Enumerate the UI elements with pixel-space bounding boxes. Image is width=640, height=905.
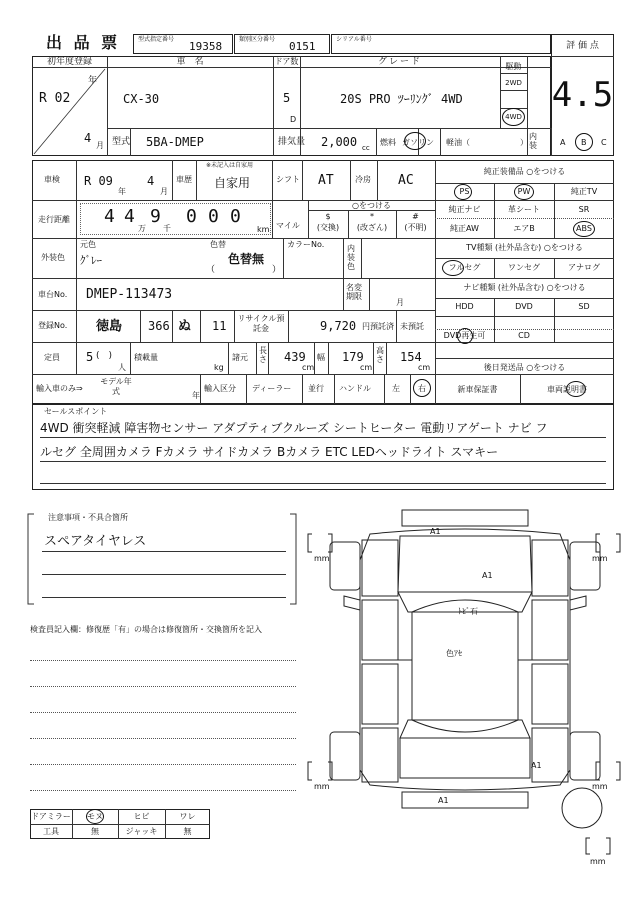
interior-b-circle [575,133,593,151]
equip-ps: PS [459,187,470,196]
inspector-label: 検査員記入欄：修復歴「有」の場合は修復箇所・交換箇所を記入 [30,625,262,634]
model-year-unit: 年 [192,391,200,400]
equip-sr: SR [578,205,590,214]
jack-value: 無 [183,827,192,836]
length-unit: cm [302,363,315,372]
equip-aw: 純正AW [450,224,479,233]
equip-pw-circle [514,184,534,200]
equip-abs: ABS [576,224,592,233]
repaint-paren-close: ） [272,265,282,275]
ship-manual: 車両説明書 [547,385,587,394]
sales-label: セールスポイント [44,407,108,416]
mileage-sen: 千 [163,224,171,233]
light-oil-label: 軽油（ [446,138,470,147]
damage-a1-hood: A1 [482,571,493,580]
tools-value: 無 [91,827,99,836]
repaint-label: 色替 [210,240,226,249]
import-type-label: 輸入区分 [204,384,236,393]
door-type: D [290,115,297,124]
nav-cd: CD [518,331,530,340]
model-year-label: モデル年式 [100,377,132,396]
capacity-paren: ( ) [96,351,113,361]
notes-line-1: スペアタイヤレス [44,534,147,549]
capacity-label: 定員 [44,353,60,362]
width-value: 179 [342,350,364,364]
orig-color-value: ｸﾞﾚｰ [80,254,102,267]
mirror-power-circle [86,809,104,824]
title-change-label: 名変期限 [346,283,362,302]
equip-pw: PW [517,187,531,196]
handle-left: 左 [392,384,400,393]
inspection-era: R 09 [84,174,113,188]
mileage-digit-6: 0 [230,206,241,227]
mileage-digit-1: 4 [104,206,115,227]
mm-label-rl: mm [314,782,330,791]
tv-head: TV種類 (社外品含む) ○をつける [466,243,583,252]
swap-1: $ [325,212,331,221]
history-note: ※未記入は自家用 [206,162,254,169]
rating-label: 評 価 点 [566,41,599,51]
inspection-month-unit: 月 [160,187,168,196]
handle-label: ハンドル [339,384,371,393]
mileage-mile: マイル [276,221,300,230]
equip-tv: 純正TV [570,187,598,196]
drive-4wd-circle [502,108,525,126]
fuel-circle [404,132,426,150]
swap-3: # [412,212,419,221]
width-label: 幅 [317,353,325,362]
chassis-value: DMEP-113473 [86,287,173,302]
displacement-unit: cc [362,144,370,152]
capacity-unit: 人 [118,363,126,372]
nav-sd: SD [578,302,590,311]
notes-brackets [26,512,298,608]
mileage-label: 走行距離 [38,215,70,224]
width-unit: cm [360,363,373,372]
drive-4wd: 4WD [505,113,522,121]
tv-oneseg: ワンセグ [508,263,540,272]
import-dealer: ディーラー [252,384,292,393]
inspection-month: 4 [147,174,155,188]
mirror-power: モヌ [87,812,103,821]
ship-head: 後日発送品 ○をつける [483,363,566,372]
rating-value: 4.5 [551,75,614,115]
nav-hdd: HDD [455,302,474,311]
dims-label: 諸元 [232,353,248,362]
length-value: 439 [284,350,306,364]
mirror-label: ドアミラー [31,812,71,821]
form-title: 出 品 票 [46,33,121,52]
mileage-man: 万 [138,224,146,233]
recycle-label: リサイクル預託金 [237,314,285,333]
tv-fullseg: フルセグ [448,263,481,272]
repaint-paren-open: （ [206,265,216,275]
drive-2wd: 2WD [505,79,522,87]
equip-leather: 革シート [508,205,540,214]
model-code-label: 型式指定番号 [138,36,175,43]
damage-tobi: ﾄﾋﾞ石 [458,607,478,616]
ship-manual-circle [566,381,586,397]
mileage-km: km [257,225,270,234]
equip-ps-circle [454,184,472,200]
plate-label: 登録No. [38,321,68,330]
color-label: 外装色 [41,253,65,262]
load-unit: kg [214,363,224,372]
serial-box [331,34,551,54]
swap-head: ○をつける [352,201,391,210]
height-unit: cm [418,363,431,372]
interior-b: B [581,138,587,147]
recycle-paid: 円預託済 [362,322,394,331]
serial-label: シリアル番号 [336,36,372,43]
fuel-value: ガソリン [402,138,434,147]
plate-class: 366 [148,319,170,333]
class-code-value: 0151 [289,40,316,53]
nav-head: ナビ種類 (社外品含む) ○をつける [463,283,586,292]
class-code-box [234,34,330,54]
nav-dvd: DVD [515,302,533,311]
height-label: 高さ [376,346,384,364]
mileage-digit-3: 9 [150,206,161,227]
doors-label: ドア数 [274,57,299,66]
handle-right-circle [413,379,431,397]
interior-label: 内装 [529,132,537,150]
handle-right: 右 [418,384,426,393]
length-label: 長さ [259,346,267,364]
grade-value: 20S PRO ﾂｰﾘﾝｸﾞ 4WD [340,92,463,106]
history-label: 車歴 [176,175,192,184]
equip-abs-circle [573,221,595,237]
sales-line-2: ルセグ 全周囲カメラ Fカメラ サイドカメラ Bカメラ ETC LEDヘッドライト スマキー [40,445,499,459]
genuine-head: 純正装備品 ○をつける [483,167,566,176]
first-reg-label: 初年度登録 [46,57,92,67]
first-reg-month: 4 [84,131,92,145]
damage-a1-rear: A1 [531,761,542,770]
repaint-value: 色替無 [228,252,265,266]
swap-1-label: (交換) [316,223,340,232]
first-reg-month-unit: 月 [96,141,104,150]
recycle-unpaid: 未預託 [400,322,424,331]
displacement-label: 排気量 [278,137,306,147]
nav-dvd-play-circle [457,328,473,344]
ship-warranty: 新車保証書 [457,385,498,394]
mirror-ware: ワレ [179,812,196,821]
mm-label-spare: mm [590,857,606,866]
recycle-value: 9,720 [320,319,357,333]
equip-navi: 純正ナビ [448,205,481,214]
interior-c: C [601,138,607,147]
inspection-year-unit: 年 [118,187,126,196]
ac-label: 冷房 [355,175,371,184]
type-value: 5BA-DMEP [146,135,204,149]
first-reg-era: R 02 [39,91,71,106]
swap-3-label: (不明) [404,223,427,232]
model-code-value: 19358 [189,40,223,53]
swap-2: * [370,212,374,221]
car-diagram [300,500,640,870]
sales-line-1: 4WD 衝突軽減 障害物センサー アダプティブクルーズ シートヒーター 電動リアゲート ナビ フ [40,421,548,435]
mileage-digit-5: 0 [208,206,219,227]
tv-analog: アナログ [568,263,600,272]
orig-color-label: 元色 [80,240,96,249]
model-code-box [133,34,233,54]
plate-kana: ぬ [178,319,192,334]
capacity-value: 5 [86,350,94,364]
fuel-label: 燃料 [380,138,396,147]
light-oil-close: ） [520,138,528,147]
load-label: 積載量 [134,353,158,362]
type-label: 型式 [112,137,131,147]
doors-value: 5 [283,91,291,105]
import-label: 輸入車のみ⇒ [36,384,83,393]
equip-airbag: エアB [513,224,535,233]
class-code-label: 類別区分番号 [239,36,276,43]
swap-2-label: (改ざん) [356,223,388,232]
notes-label: 注意事項・不具合箇所 [48,513,128,522]
mm-label-fl: mm [314,554,330,563]
drive-label: 駆動 [505,62,522,71]
shift-label: シフト [276,175,300,184]
damage-a1-bottom: A1 [438,796,449,805]
chassis-label: 車台No. [38,290,68,299]
mileage-digit-4: 0 [186,206,197,227]
height-value: 154 [400,350,422,364]
plate-number: 11 [212,319,227,333]
displacement-value: 2,000 [321,135,358,149]
car-name-label: 車 名 [176,57,204,67]
grade-label: グレード [377,57,422,67]
first-reg-year-unit: 年 [88,76,98,86]
shift-value: AT [318,173,334,188]
damage-iro: 色ｱｾ [446,649,462,658]
history-value: 自家用 [214,176,251,190]
inspection-label: 車検 [44,175,60,184]
mirror-hibi: ヒビ [133,812,150,821]
mileage-digit-2: 4 [124,206,135,227]
car-name-value: CX-30 [123,92,160,106]
damage-a1-top: A1 [430,527,441,536]
mm-label-rr: mm [592,782,608,791]
import-parallel: 並行 [308,384,324,393]
jack-label: ジャッキ [125,827,158,836]
interior-color-label: 内装色 [347,244,355,272]
ac-value: AC [398,173,414,188]
plate-region: 徳島 [96,319,123,334]
nav-dvd-play: DVD再生可 [443,331,486,340]
color-no-label: カラーNo. [287,240,325,249]
title-change-month: 月 [396,298,404,307]
interior-a: A [560,138,566,147]
tv-fullseg-circle [442,260,464,276]
mm-label-fr: mm [592,554,608,563]
tools-label: 工具 [43,827,59,836]
